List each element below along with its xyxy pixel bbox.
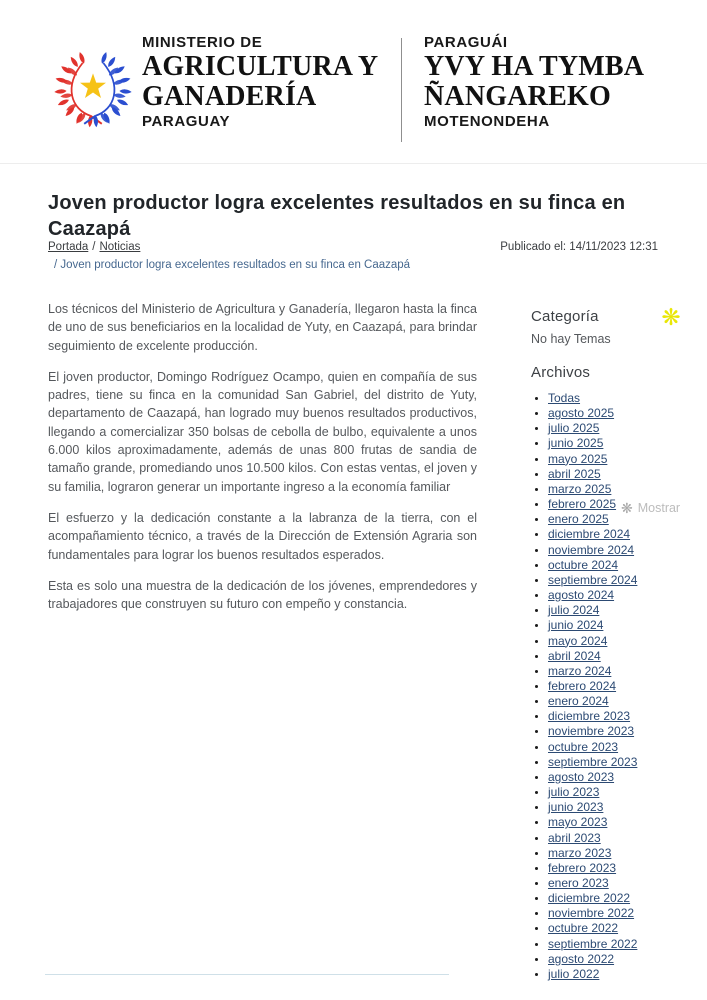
archive-link[interactable]: enero 2024 [548,694,609,709]
archive-item [548,588,703,603]
ministry-wordmark-gn [424,33,644,131]
article-paragraph: El esfuerzo y la dedicación constante a la labranza de la tierra, con el acompañamiento técnico, a través de la Dirección de Extensión Agraria son fundamentales para lograr los buenos resultados esperados. [48,510,477,562]
ministry-line2: AGRICULTURA Y [142,51,379,82]
archive-link[interactable]: diciembre 2022 [548,891,631,906]
archive-link[interactable]: marzo 2023 [548,845,612,860]
ministry-gn-line4: MOTENONDEHA [424,113,550,130]
archive-item [548,937,703,952]
article-paragraph: El joven productor, Domingo Rodríguez Ocampo, quien en compañía de sus padres, tiene su finca en la comunidad San Gabriel, del distrito de Yuty, departamento de Caazapá, han logrado muy buenos resultados productivos, llegando a comercializar 350 bolsas de cebolla de bulbo, equivalente a unos 6.000 kilos aproximadamente, además de unas 800 frutas de sandia de tamaño grande, promediando unos 10.500 kilos. Con estas ventas, el joven y su familia, lograron generar un importante ingreso a la economía familiar [48,369,477,494]
archive-item [548,709,703,724]
archive-link[interactable]: agosto 2022 [548,951,615,966]
site-header [0,0,707,164]
category-heading: Categoría [531,308,599,325]
archive-item [548,967,703,982]
archive-item [548,755,703,770]
archive-item [548,558,703,573]
archive-link[interactable]: abril 2023 [548,830,601,845]
archive-link[interactable]: octubre 2022 [548,921,619,936]
archive-item [548,831,703,846]
pinwheel-asterisk-icon: ❋ [621,500,633,516]
archive-item [548,694,703,709]
archive-link[interactable]: septiembre 2024 [548,572,638,587]
archive-item [548,406,703,421]
archive-link[interactable]: julio 2022 [548,966,600,981]
archive-item [548,618,703,633]
archive-item [548,664,703,679]
published-date: Publicado el: 14/11/2023 12:31 [500,241,658,253]
archive-item [548,649,703,664]
archive-item [548,573,703,588]
sidebar [531,308,703,982]
archive-link[interactable]: mayo 2025 [548,451,608,466]
ministry-line3: GANADERÍA [142,81,317,112]
archive-link[interactable]: junio 2024 [548,618,604,633]
archive-link[interactable]: octubre 2023 [548,739,619,754]
archive-link[interactable]: febrero 2023 [548,860,617,875]
archive-link[interactable]: abril 2024 [548,648,601,663]
archive-item [548,527,703,542]
archive-item [548,785,703,800]
archive-link[interactable]: agosto 2025 [548,406,615,421]
archive-item [548,391,703,406]
archive-item [548,800,703,815]
archive-link[interactable]: noviembre 2023 [548,724,635,739]
archive-item [548,452,703,467]
accessibility-burst-icon[interactable]: ❋ [661,304,681,330]
breadcrumb-separator: / [92,241,96,253]
archive-link[interactable]: julio 2023 [548,785,600,800]
archive-link[interactable]: abril 2025 [548,466,601,481]
breadcrumb-link-portada[interactable]: Portada [48,241,89,253]
archive-link[interactable]: noviembre 2022 [548,906,635,921]
article-body [48,300,477,626]
archive-link[interactable]: marzo 2025 [548,481,612,496]
archive-link[interactable]: junio 2025 [548,436,604,451]
archive-item [548,724,703,739]
breadcrumb-link-noticias[interactable]: Noticias [99,241,141,253]
archive-link[interactable]: octubre 2024 [548,557,619,572]
star-icon [80,73,106,98]
breadcrumb [48,241,140,253]
bottom-divider [45,974,449,975]
archives-heading: Archivos [531,364,591,381]
archives-list [531,391,703,982]
archive-item [548,952,703,967]
archive-link[interactable]: mayo 2024 [548,633,608,648]
archive-link[interactable]: agosto 2024 [548,588,615,603]
article-paragraph: Esta es solo una muestra de la dedicación de los jóvenes, emprendedores y trabajadores que construyen su futuro con empeño y constancia. [48,578,477,612]
archive-item [548,679,703,694]
ministry-line1: MINISTERIO DE [142,34,263,51]
mostrar-label: Mostrar [637,501,681,515]
archive-link[interactable]: septiembre 2022 [548,936,638,951]
archive-item [548,815,703,830]
archive-item [548,603,703,618]
archive-link[interactable]: diciembre 2023 [548,709,631,724]
ministry-gn-line1: PARAGUÁI [424,34,508,51]
archive-link[interactable]: julio 2025 [548,421,600,436]
archive-item [548,906,703,921]
archive-item [548,876,703,891]
archive-link[interactable]: enero 2023 [548,876,609,890]
archive-item [548,467,703,482]
ministry-line4: PARAGUAY [142,113,231,130]
archive-item [548,921,703,936]
archive-item [548,891,703,906]
ministry-wordmark-es [142,33,378,131]
archive-link[interactable]: marzo 2024 [548,663,612,678]
category-empty-text: No hay Temas [531,332,611,346]
archive-item [548,482,703,497]
archive-link[interactable]: mayo 2023 [548,815,608,830]
archive-item [548,634,703,649]
archive-item [548,740,703,755]
coat-of-arms-wreath-star-icon [53,34,133,140]
archive-link[interactable]: junio 2023 [548,800,604,815]
archive-link[interactable]: noviembre 2024 [548,542,635,557]
archive-item [548,861,703,876]
archive-link[interactable]: Todas [548,391,581,405]
archive-item [548,436,703,451]
article-paragraph: Los técnicos del Ministerio de Agricultura y Ganadería, llegaron hasta la finca de uno de sus beneficiarios en la localidad de Yuty, en Caazapá, para brindar seguimiento de excelente producción. [48,302,477,353]
archive-link[interactable]: febrero 2024 [548,678,617,693]
ministry-gn-line3: ÑANGAREKO [424,81,611,112]
archive-link[interactable]: diciembre 2024 [548,527,631,542]
page-title: Joven productor logra excelentes resultados en su finca en Caazapá [48,192,626,240]
archive-link[interactable]: septiembre 2023 [548,754,638,769]
header-vertical-divider [401,38,402,142]
ministry-gn-line2: YVY HA TYMBA [424,51,645,82]
archive-link[interactable]: febrero 2025 [548,497,617,512]
archive-item [548,770,703,785]
archive-link[interactable]: julio 2024 [548,603,600,618]
mostrar-button[interactable] [617,500,684,516]
archive-item [548,846,703,861]
archive-link[interactable]: agosto 2023 [548,769,615,784]
breadcrumb-current: / Joven productor logra excelentes resultados en su finca en Caazapá [54,259,411,271]
archive-item [548,543,703,558]
ministry-logo[interactable] [53,34,133,140]
archive-link[interactable]: enero 2025 [548,512,609,527]
archive-item [548,421,703,436]
